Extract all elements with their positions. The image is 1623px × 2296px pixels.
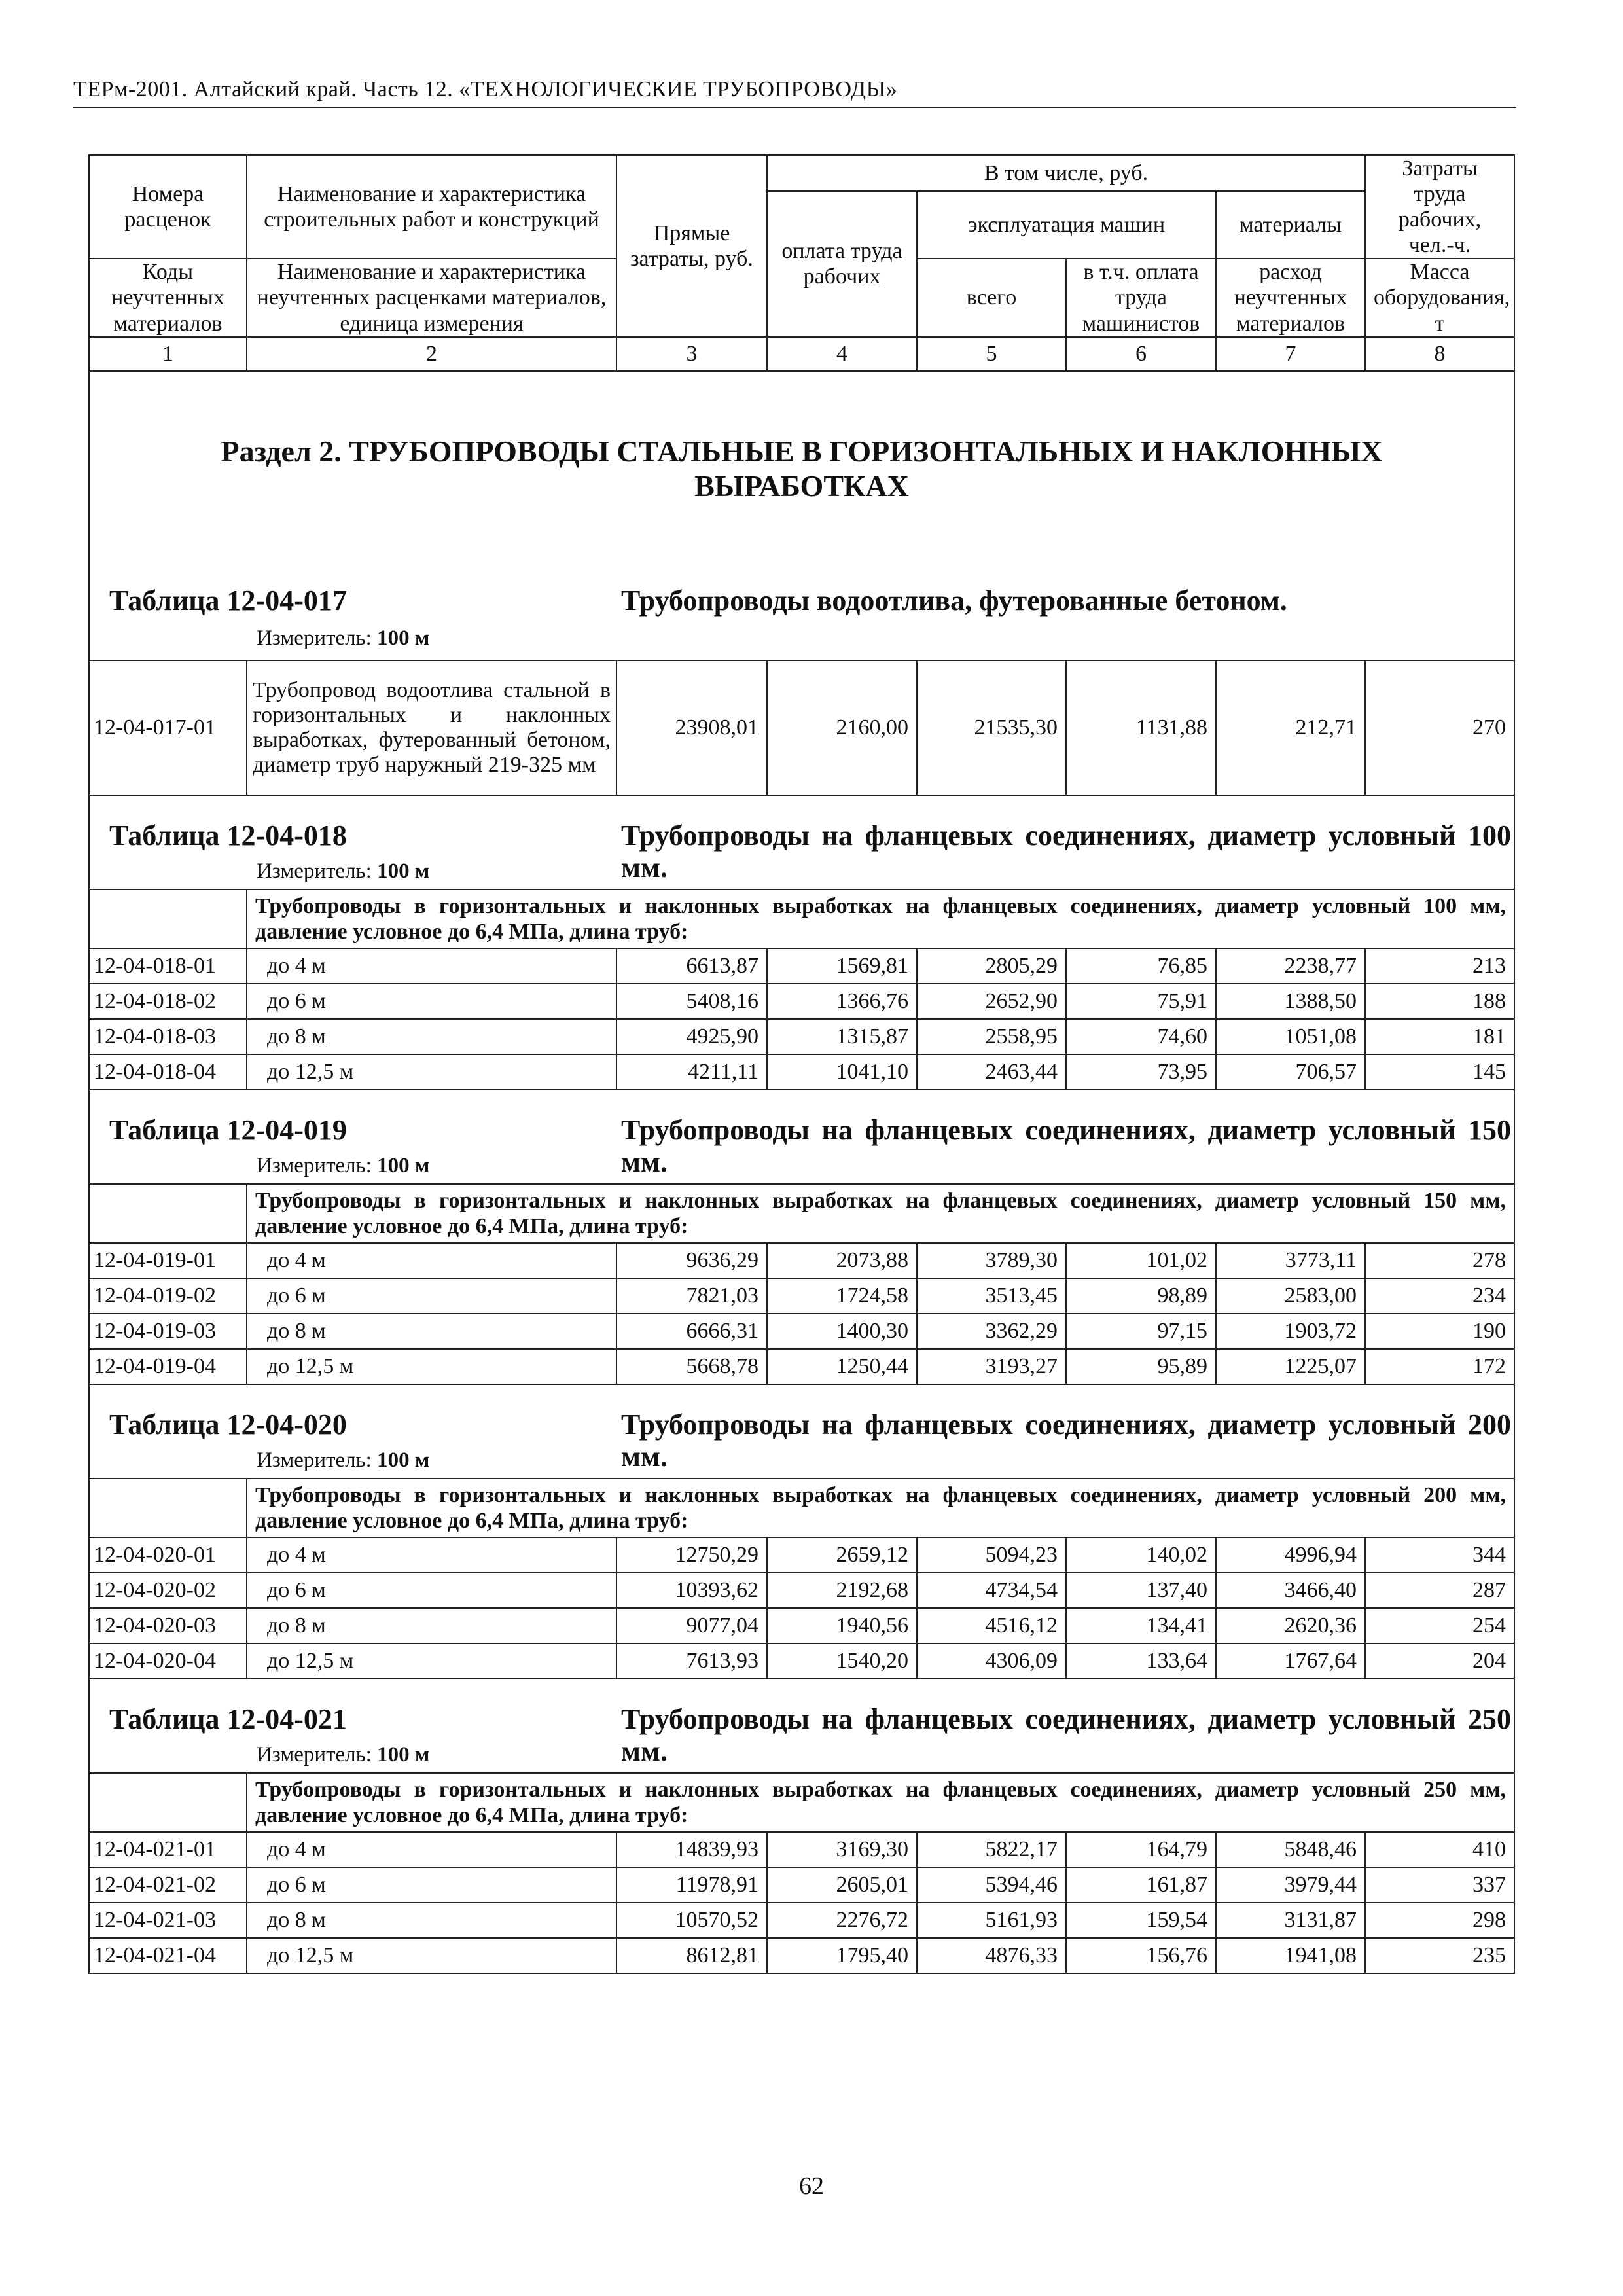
labor-pay: 1041,10 — [767, 1054, 917, 1090]
direct-costs: 7613,93 — [616, 1643, 767, 1679]
labor-hours: 278 — [1365, 1243, 1514, 1278]
table-title-cell — [89, 1679, 1514, 1773]
machines-total: 2463,44 — [917, 1054, 1066, 1090]
rates-table — [88, 154, 1515, 1974]
table-row — [89, 1243, 1514, 1278]
labor-pay: 2659,12 — [767, 1537, 917, 1573]
group-code-cell — [89, 1184, 247, 1243]
labor-hours: 298 — [1365, 1903, 1514, 1938]
table-title-cell — [89, 1384, 1514, 1479]
rate-name: до 6 м — [247, 1867, 616, 1903]
machines-total: 5394,46 — [917, 1867, 1066, 1903]
labor-hours: 190 — [1365, 1314, 1514, 1349]
labor-pay: 1366,76 — [767, 984, 917, 1019]
labor-hours: 145 — [1365, 1054, 1514, 1090]
table-title-block — [90, 796, 1514, 889]
group-code-cell — [89, 889, 247, 948]
rate-name: до 4 м — [247, 1537, 616, 1573]
rate-name: до 6 м — [247, 1573, 616, 1608]
materials: 2238,77 — [1216, 948, 1365, 984]
rate-name: до 8 м — [247, 1019, 616, 1054]
rate-code: 12-04-018-01 — [89, 948, 247, 984]
col-header-machines-total: всего — [917, 259, 1066, 336]
rate-code: 12-04-019-01 — [89, 1243, 247, 1278]
group-code-cell — [89, 1479, 247, 1537]
group-row — [89, 1184, 1514, 1243]
table-description: Трубопроводы на фланцевых соединениях, диаметр условный 250 мм. — [621, 1702, 1511, 1768]
labor-pay: 1250,44 — [767, 1349, 917, 1384]
table-header-row — [89, 1679, 1514, 1773]
rate-name: до 8 м — [247, 1608, 616, 1643]
table-description: Трубопроводы на фланцевых соединениях, диаметр условный 150 мм. — [621, 1113, 1511, 1179]
table-title-block — [90, 1679, 1514, 1772]
col-number: 5 — [917, 337, 1066, 371]
col-header-labor-costs: Затраты труда рабочих, чел.-ч. — [1365, 155, 1514, 259]
labor-pay: 1940,56 — [767, 1608, 917, 1643]
labor-hours: 204 — [1365, 1643, 1514, 1679]
direct-costs: 6666,31 — [616, 1314, 767, 1349]
table-title-block — [90, 1090, 1514, 1183]
group-description: Трубопроводы в горизонтальных и наклонных выработках на фланцевых соединениях, диаметр условный 200 мм, давление условное до 6,4 МПа, длина труб: — [247, 1479, 1514, 1537]
rate-name: до 12,5 м — [247, 1054, 616, 1090]
machines-total: 4876,33 — [917, 1938, 1066, 1973]
rate-name: до 12,5 м — [247, 1938, 616, 1973]
machines-total: 3513,45 — [917, 1278, 1066, 1314]
machines-total: 3362,29 — [917, 1314, 1066, 1349]
table-017-header — [90, 584, 1514, 656]
labor-hours: 234 — [1365, 1278, 1514, 1314]
labor-pay: 3169,30 — [767, 1832, 917, 1867]
table-row — [89, 1019, 1514, 1054]
col-header-materials: материалы — [1216, 191, 1365, 259]
rate-code: 12-04-017-01 — [89, 660, 247, 795]
table-measure: Измеритель: 100 м — [257, 1153, 430, 1177]
rate-name: Трубопровод водоотлива стальной в горизонтальных и наклонных выработках, футерованный бетоном, диаметр труб наружный 219-325 мм — [247, 660, 616, 795]
rate-name: до 12,5 м — [247, 1349, 616, 1384]
direct-costs: 14839,93 — [616, 1832, 767, 1867]
direct-costs: 7821,03 — [616, 1278, 767, 1314]
machinist-pay: 137,40 — [1066, 1573, 1216, 1608]
col-header-labor-pay: оплата труда рабочих — [767, 191, 917, 337]
table-row — [89, 1938, 1514, 1973]
labor-hours: 270 — [1365, 660, 1514, 795]
table-row — [89, 984, 1514, 1019]
col-number: 4 — [767, 337, 917, 371]
rate-name: до 12,5 м — [247, 1643, 616, 1679]
col-header-unaccounted-names: Наименование и характеристика неучтенных расценками материалов, единица измерения — [247, 259, 616, 336]
table-title-cell — [89, 1090, 1514, 1184]
machinist-pay: 159,54 — [1066, 1903, 1216, 1938]
materials: 1051,08 — [1216, 1019, 1365, 1054]
table-header-row — [89, 1384, 1514, 1479]
table-row — [89, 1832, 1514, 1867]
table-description: Трубопроводы на фланцевых соединениях, диаметр условный 200 мм. — [621, 1408, 1511, 1473]
materials: 1767,64 — [1216, 1643, 1365, 1679]
machines-total: 4306,09 — [917, 1643, 1066, 1679]
machines-total: 5822,17 — [917, 1832, 1066, 1867]
rate-name: до 4 м — [247, 1832, 616, 1867]
labor-hours: 410 — [1365, 1832, 1514, 1867]
machines-total: 2652,90 — [917, 984, 1066, 1019]
col-header-rate-numbers: Номера расценок — [89, 155, 247, 259]
machinist-pay: 75,91 — [1066, 984, 1216, 1019]
labor-hours: 337 — [1365, 1867, 1514, 1903]
materials: 3131,87 — [1216, 1903, 1365, 1938]
labor-pay: 1569,81 — [767, 948, 917, 984]
labor-pay: 1400,30 — [767, 1314, 917, 1349]
materials: 3466,40 — [1216, 1573, 1365, 1608]
col-header-machinist-pay: в т.ч. оплата труда машинистов — [1066, 259, 1216, 336]
group-code-cell — [89, 1773, 247, 1832]
labor-pay: 2160,00 — [767, 660, 917, 795]
group-row — [89, 889, 1514, 948]
table-row — [89, 1314, 1514, 1349]
direct-costs: 9077,04 — [616, 1608, 767, 1643]
direct-costs: 11978,91 — [616, 1867, 767, 1903]
labor-hours: 344 — [1365, 1537, 1514, 1573]
labor-pay: 2073,88 — [767, 1243, 917, 1278]
col-header-unaccounted-codes: Коды неучтенных материалов — [89, 259, 247, 336]
group-description: Трубопроводы в горизонтальных и наклонных выработках на фланцевых соединениях, диаметр условный 150 мм, давление условное до 6,4 МПа, длина труб: — [247, 1184, 1514, 1243]
labor-pay: 1540,20 — [767, 1643, 917, 1679]
rate-name: до 6 м — [247, 984, 616, 1019]
machinist-pay: 73,95 — [1066, 1054, 1216, 1090]
machinist-pay: 133,64 — [1066, 1643, 1216, 1679]
header-rule — [73, 107, 1516, 108]
materials: 1225,07 — [1216, 1349, 1365, 1384]
labor-pay: 1795,40 — [767, 1938, 917, 1973]
col-header-direct-costs: Прямые затраты, руб. — [616, 155, 767, 337]
table-017-description: Трубопроводы водоотлива, футерованные бетоном. — [621, 584, 1287, 617]
machinist-pay: 97,15 — [1066, 1314, 1216, 1349]
machines-total: 4516,12 — [917, 1608, 1066, 1643]
rate-name: до 8 м — [247, 1314, 616, 1349]
machinist-pay: 156,76 — [1066, 1938, 1216, 1973]
table-row — [89, 1537, 1514, 1573]
table-row — [89, 1903, 1514, 1938]
materials: 4996,94 — [1216, 1537, 1365, 1573]
rate-code: 12-04-019-02 — [89, 1278, 247, 1314]
group-row — [89, 1773, 1514, 1832]
machinist-pay: 140,02 — [1066, 1537, 1216, 1573]
table-row — [89, 1278, 1514, 1314]
machinist-pay: 101,02 — [1066, 1243, 1216, 1278]
group-description: Трубопроводы в горизонтальных и наклонных выработках на фланцевых соединениях, диаметр условный 100 мм, давление условное до 6,4 МПа, длина труб: — [247, 889, 1514, 948]
col-header-machines: эксплуатация машин — [917, 191, 1216, 259]
machinist-pay: 161,87 — [1066, 1867, 1216, 1903]
col-number: 3 — [616, 337, 767, 371]
table-row — [89, 1643, 1514, 1679]
table-017-label: Таблица 12-04-017 — [109, 584, 347, 617]
table-header-row — [89, 1090, 1514, 1184]
labor-hours: 287 — [1365, 1573, 1514, 1608]
col-header-work-name: Наименование и характеристика строительных работ и конструкций — [247, 155, 616, 259]
table-row — [89, 1054, 1514, 1090]
direct-costs: 9636,29 — [616, 1243, 767, 1278]
direct-costs: 8612,81 — [616, 1938, 767, 1973]
rate-code: 12-04-020-01 — [89, 1537, 247, 1573]
table-measure: Измеритель: 100 м — [257, 1448, 430, 1472]
col-header-equipment-mass: Масса оборудования, т — [1365, 259, 1514, 336]
direct-costs: 6613,87 — [616, 948, 767, 984]
table-row — [89, 948, 1514, 984]
col-number: 6 — [1066, 337, 1216, 371]
rate-code: 12-04-018-02 — [89, 984, 247, 1019]
table-017-measure: Измеритель: 100 м — [257, 626, 430, 650]
materials: 2620,36 — [1216, 1608, 1365, 1643]
rate-code: 12-04-021-03 — [89, 1903, 247, 1938]
machines-total: 4734,54 — [917, 1573, 1066, 1608]
labor-pay: 1315,87 — [767, 1019, 917, 1054]
direct-costs: 4211,11 — [616, 1054, 767, 1090]
materials: 1903,72 — [1216, 1314, 1365, 1349]
direct-costs: 10570,52 — [616, 1903, 767, 1938]
materials: 2583,00 — [1216, 1278, 1365, 1314]
table-header-row — [89, 795, 1514, 889]
col-number: 8 — [1365, 337, 1514, 371]
table-measure: Измеритель: 100 м — [257, 1742, 430, 1767]
materials: 5848,46 — [1216, 1832, 1365, 1867]
machines-total: 21535,30 — [917, 660, 1066, 795]
rate-code: 12-04-020-04 — [89, 1643, 247, 1679]
labor-hours: 172 — [1365, 1349, 1514, 1384]
rate-code: 12-04-020-02 — [89, 1573, 247, 1608]
machinist-pay: 1131,88 — [1066, 660, 1216, 795]
labor-pay: 2605,01 — [767, 1867, 917, 1903]
section-header-cell — [89, 371, 1514, 660]
machines-total: 2558,95 — [917, 1019, 1066, 1054]
machines-total: 2805,29 — [917, 948, 1066, 984]
labor-hours: 254 — [1365, 1608, 1514, 1643]
machinist-pay: 76,85 — [1066, 948, 1216, 984]
col-number: 2 — [247, 337, 616, 371]
rate-name: до 8 м — [247, 1903, 616, 1938]
materials: 212,71 — [1216, 660, 1365, 795]
rate-code: 12-04-021-04 — [89, 1938, 247, 1973]
rate-code: 12-04-021-01 — [89, 1832, 247, 1867]
machinist-pay: 164,79 — [1066, 1832, 1216, 1867]
labor-pay: 2192,68 — [767, 1573, 917, 1608]
machinist-pay: 98,89 — [1066, 1278, 1216, 1314]
materials: 1941,08 — [1216, 1938, 1365, 1973]
direct-costs: 5668,78 — [616, 1349, 767, 1384]
table-label: Таблица 12-04-020 — [109, 1408, 347, 1441]
rate-code: 12-04-019-03 — [89, 1314, 247, 1349]
rate-code: 12-04-020-03 — [89, 1608, 247, 1643]
labor-hours: 235 — [1365, 1938, 1514, 1973]
machines-total: 5161,93 — [917, 1903, 1066, 1938]
rate-name: до 4 м — [247, 948, 616, 984]
table-description: Трубопроводы на фланцевых соединениях, диаметр условный 100 мм. — [621, 819, 1511, 884]
table-label: Таблица 12-04-019 — [109, 1113, 347, 1146]
table-label: Таблица 12-04-021 — [109, 1702, 347, 1735]
materials: 3773,11 — [1216, 1243, 1365, 1278]
rate-code: 12-04-019-04 — [89, 1349, 247, 1384]
rate-code: 12-04-018-03 — [89, 1019, 247, 1054]
table-row — [89, 1608, 1514, 1643]
labor-hours: 181 — [1365, 1019, 1514, 1054]
direct-costs: 10393,62 — [616, 1573, 767, 1608]
machines-total: 5094,23 — [917, 1537, 1066, 1573]
labor-pay: 1724,58 — [767, 1278, 917, 1314]
rate-code: 12-04-021-02 — [89, 1867, 247, 1903]
labor-pay: 2276,72 — [767, 1903, 917, 1938]
col-number: 1 — [89, 337, 247, 371]
machines-total: 3193,27 — [917, 1349, 1066, 1384]
labor-hours: 188 — [1365, 984, 1514, 1019]
col-header-unaccounted-usage: расход неучтенных материалов — [1216, 259, 1365, 336]
col-header-in-total: В том числе, руб. — [767, 155, 1365, 191]
direct-costs: 4925,90 — [616, 1019, 767, 1054]
materials: 3979,44 — [1216, 1867, 1365, 1903]
table-title-cell — [89, 795, 1514, 889]
rate-code: 12-04-018-04 — [89, 1054, 247, 1090]
table-row — [89, 1867, 1514, 1903]
direct-costs: 5408,16 — [616, 984, 767, 1019]
running-header: ТЕРм-2001. Алтайский край. Часть 12. «ТЕХНОЛОГИЧЕСКИЕ ТРУБОПРОВОДЫ» — [73, 77, 898, 101]
materials: 1388,50 — [1216, 984, 1365, 1019]
labor-hours: 213 — [1365, 948, 1514, 984]
materials: 706,57 — [1216, 1054, 1365, 1090]
rate-name: до 6 м — [247, 1278, 616, 1314]
table-title-block — [90, 1385, 1514, 1478]
table-measure: Измеритель: 100 м — [257, 859, 430, 883]
machines-total: 3789,30 — [917, 1243, 1066, 1278]
col-number: 7 — [1216, 337, 1365, 371]
direct-costs: 23908,01 — [616, 660, 767, 795]
group-description: Трубопроводы в горизонтальных и наклонных выработках на фланцевых соединениях, диаметр условный 250 мм, давление условное до 6,4 МПа, длина труб: — [247, 1773, 1514, 1832]
group-row — [89, 1479, 1514, 1537]
rate-name: до 4 м — [247, 1243, 616, 1278]
direct-costs: 12750,29 — [616, 1537, 767, 1573]
machinist-pay: 95,89 — [1066, 1349, 1216, 1384]
page-number: 62 — [799, 2172, 824, 2200]
section-title: Раздел 2. ТРУБОПРОВОДЫ СТАЛЬНЫЕ В ГОРИЗОНТАЛЬНЫХ И НАКЛОННЫХ ВЫРАБОТКАХ — [221, 434, 1383, 503]
table-row — [89, 1349, 1514, 1384]
machinist-pay: 74,60 — [1066, 1019, 1216, 1054]
machinist-pay: 134,41 — [1066, 1608, 1216, 1643]
table-row — [89, 1573, 1514, 1608]
table-label: Таблица 12-04-018 — [109, 819, 347, 852]
table-row — [89, 660, 1514, 795]
